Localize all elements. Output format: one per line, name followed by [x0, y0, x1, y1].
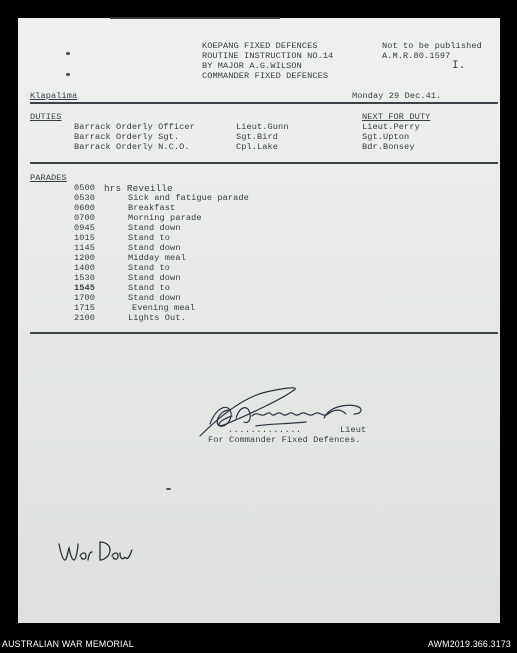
- divider: [30, 102, 498, 104]
- parade-time: 1200: [74, 253, 96, 263]
- parade-time: 1715: [74, 303, 96, 313]
- signature-dots: .............: [228, 425, 302, 435]
- header-line-2: ROUTINE INSTRUCTION NO.14: [202, 51, 334, 61]
- parade-label: Stand to: [128, 233, 171, 243]
- duty-role: Barrack Orderly Officer: [74, 122, 195, 132]
- divider: [30, 162, 498, 164]
- parade-label: Evening meal: [132, 303, 196, 313]
- parade-time: 0530: [74, 193, 96, 203]
- parade-time: 0945: [74, 223, 96, 233]
- parade-time: 1145: [74, 243, 96, 253]
- duty-current: Lieut.Gunn: [236, 122, 289, 132]
- header-line-4: COMMANDER FIXED DEFENCES: [202, 71, 329, 81]
- archive-name: AUSTRALIAN WAR MEMORIAL: [2, 639, 134, 649]
- duty-current: Cpl.Lake: [236, 142, 279, 152]
- parade-time: 1700: [74, 293, 96, 303]
- duty-current: Sgt.Bird: [236, 132, 279, 142]
- parade-label: Morning parade: [128, 213, 202, 223]
- parade-label: Stand to: [128, 283, 171, 293]
- parades-heading: PARADES: [30, 173, 67, 183]
- parade-time: 0600: [74, 203, 96, 213]
- note-line-2: A.M.R.80.1597: [382, 51, 451, 61]
- divider: [30, 332, 498, 334]
- parade-time: 0700: [74, 213, 96, 223]
- parade-label: Stand down: [128, 293, 181, 303]
- catalogue-number: AWM2019.366.3173: [427, 639, 511, 649]
- duties-heading: DUTIES: [30, 112, 62, 122]
- duty-next: Lieut.Perry: [362, 122, 420, 132]
- signature-for-line: For Commander Fixed Defences.: [208, 435, 361, 445]
- stray-mark: [166, 488, 171, 490]
- parade-time: 1400: [74, 263, 96, 273]
- handwritten-note: [56, 536, 136, 566]
- parade-time: 1545: [74, 283, 96, 293]
- duty-role: Barrack Orderly Sgt.: [74, 132, 180, 142]
- date: Monday 29 Dec.41.: [352, 91, 442, 101]
- parade-label: Sick and fatigue parade: [128, 193, 249, 203]
- next-for-duty-heading: NEXT FOR DUTY: [362, 112, 431, 122]
- parade-label: Stand down: [128, 223, 181, 233]
- note-line-1: Not to be published: [382, 41, 482, 51]
- margin-mark: I.: [452, 60, 466, 72]
- punch-mark: [66, 52, 70, 55]
- parade-time: 1015: [74, 233, 96, 243]
- parade-label: Stand to: [128, 263, 171, 273]
- duty-role: Barrack Orderly N.C.O.: [74, 142, 190, 152]
- parade-label: Midday meal: [128, 253, 186, 263]
- header-line-3: BY MAJOR A.G.WILSON: [202, 61, 302, 71]
- signature-rank: Lieut: [340, 425, 367, 435]
- parade-time: 1530: [74, 273, 96, 283]
- parade-time: 0500: [74, 183, 96, 193]
- punch-mark: [66, 73, 70, 76]
- parade-label: hrs Reveille: [104, 183, 173, 194]
- header-line-1: KOEPANG FIXED DEFENCES: [202, 41, 318, 51]
- top-bar: [110, 17, 280, 19]
- parade-label: Breakfast: [128, 203, 176, 213]
- duty-next: Sgt.Upton: [362, 132, 410, 142]
- location: Klapalima: [30, 91, 78, 101]
- parade-label: Lights Out.: [128, 313, 186, 323]
- duty-next: Bdr.Bonsey: [362, 142, 415, 152]
- parade-label: Stand down: [128, 273, 181, 283]
- parade-time: 2100: [74, 313, 96, 323]
- parade-label: Stand down: [128, 243, 181, 253]
